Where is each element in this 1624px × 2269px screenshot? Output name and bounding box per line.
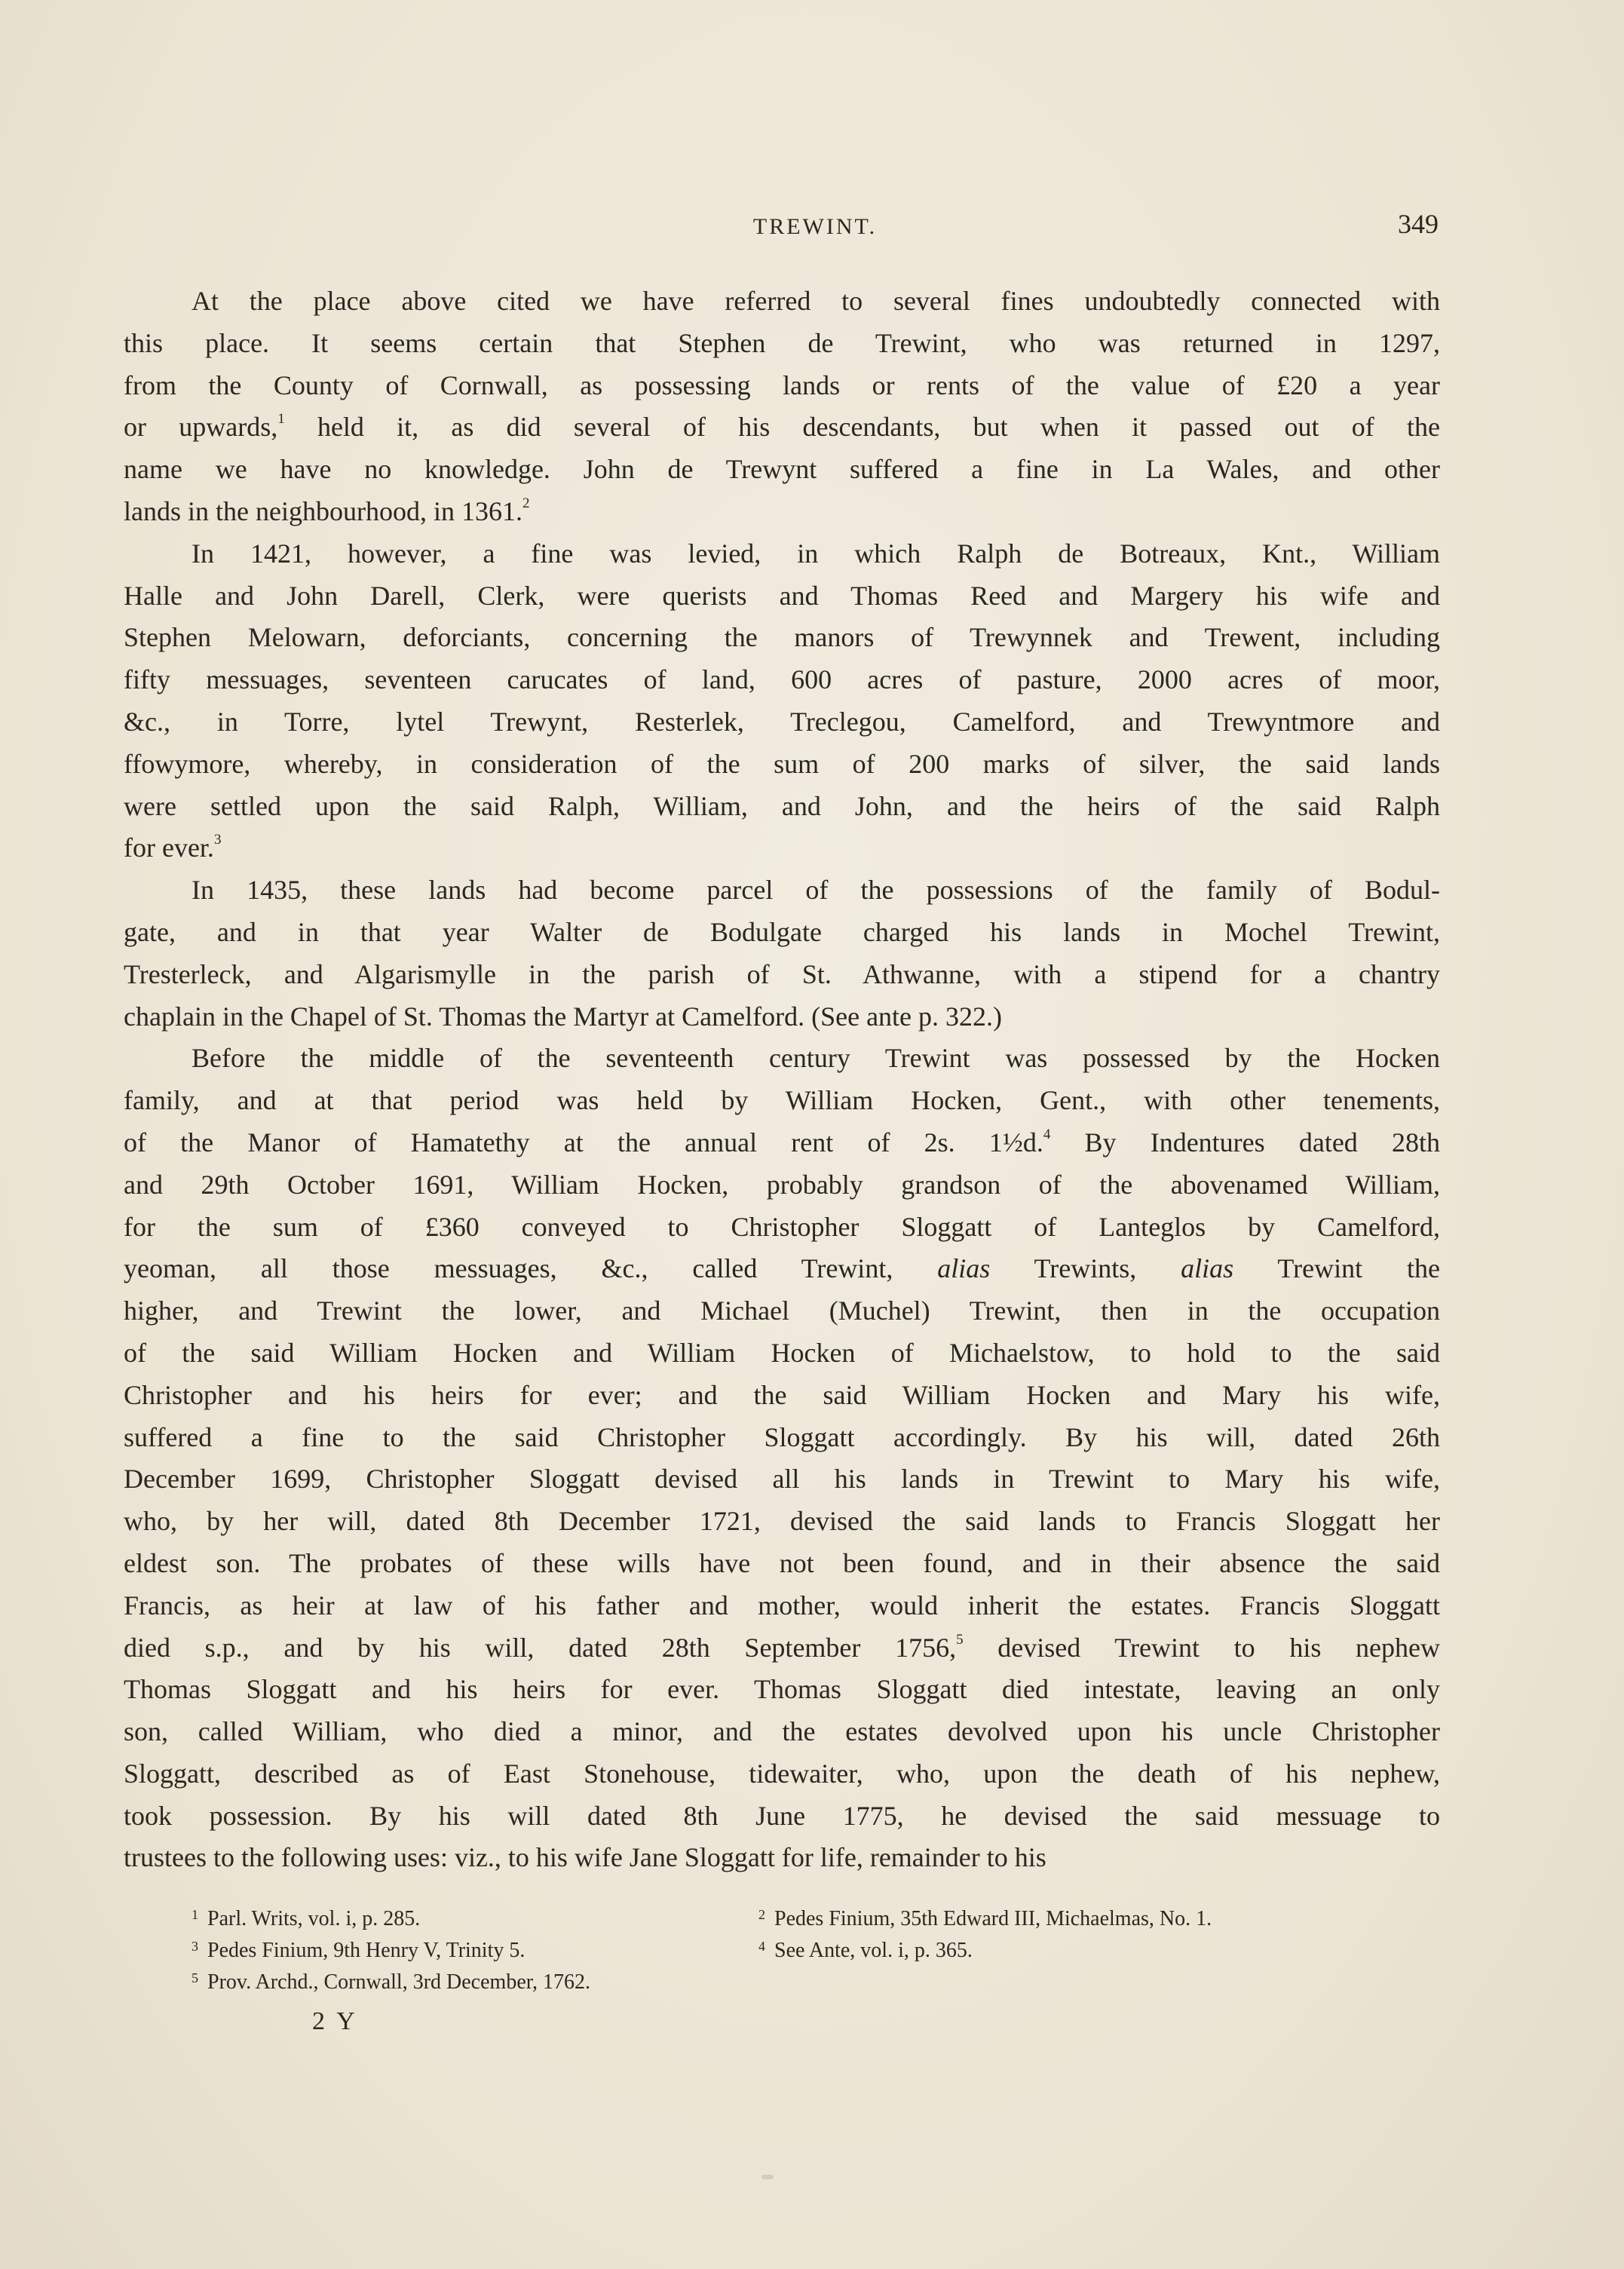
text-line <box>124 1122 1440 1164</box>
text-line <box>124 827 1440 869</box>
footnote-text: Parl. Writs, vol. i, p. 285. <box>207 1907 421 1930</box>
text-line: In 1421, however, a fine was levied, in which Ralph de Botreaux, Knt., William <box>192 538 1440 569</box>
text-line: ffowymore, whereby, in consideration of the sum of 200 marks of silver, the said lands <box>124 748 1440 779</box>
text-line: for the sum of £360 conveyed to Christopher Sloggatt of Lanteglos by Camelford, <box>124 1211 1440 1242</box>
footnote-number: 3 <box>192 1939 198 1954</box>
footnote-row <box>192 1935 1443 1967</box>
footnote-text: Prov. Archd., Cornwall, 3rd December, 1762. <box>207 1970 590 1994</box>
text-line: higher, and Trewint the lower, and Michael (Muchel) Trewint, then in the occupation <box>124 1295 1440 1326</box>
footnotes <box>192 1903 1443 1998</box>
text-line <box>124 1627 1440 1670</box>
footnote-text: Pedes Finium, 35th Edward III, Michaelmas, No. 1. <box>774 1907 1212 1930</box>
text-run: By Indentures dated 28th <box>1050 1127 1440 1157</box>
footnote-4 <box>758 1935 973 1968</box>
paragraph <box>124 1038 1440 1879</box>
body-text <box>124 281 1440 1879</box>
text-line: Sloggatt, described as of East Stonehouse, tidewaiter, who, upon the death of his nephew, <box>124 1758 1440 1789</box>
text-line: chaplain in the Chapel of St. Thomas the Martyr at Camelford. (See ante p. 322.) <box>124 1001 1003 1032</box>
text-line: Stephen Melowarn, deforciants, concerning the manors of Trewynnek and Trewent, including <box>124 622 1440 653</box>
text-run: died s.p., and by his will, dated 28th September 1756, <box>124 1632 957 1663</box>
text-line: At the place above cited we have referred to several fines undoubtedly connected with <box>192 286 1440 316</box>
text-line: family, and at that period was held by William Hocken, Gent., with other tenements, <box>124 1085 1440 1116</box>
text-run: or upwards, <box>124 412 278 443</box>
italic-term: alias <box>1181 1253 1234 1284</box>
text-line <box>124 406 1440 449</box>
footnote-number: 4 <box>758 1939 765 1954</box>
footnote-number: 5 <box>192 1970 198 1985</box>
text-run: held it, as did several of his descendants, but when it passed out of the <box>284 412 1440 443</box>
footnote-text: Pedes Finium, 9th Henry V, Trinity 5. <box>207 1939 526 1962</box>
text-line: Tresterleck, and Algarismylle in the parish of St. Athwanne, with a stipend for a chantry <box>124 958 1440 989</box>
footnote-marker: 2 <box>522 495 530 511</box>
text-line: of the said William Hocken and William Hocken of Michaelstow, to hold to the said <box>124 1337 1440 1368</box>
paragraph <box>124 533 1440 869</box>
page-number: 349 <box>1398 209 1439 239</box>
text-run: devised Trewint to his nephew <box>963 1632 1440 1663</box>
text-line: gate, and in that year Walter de Bodulgate charged his lands in Mochel Trewint, <box>124 916 1440 947</box>
signature-mark: 2 Y <box>312 2007 358 2035</box>
footnote-2 <box>758 1903 1212 1936</box>
footnote-5 <box>192 1967 590 2000</box>
text-line: December 1699, Christopher Sloggatt devised all his lands in Trewint to Mary his wife, <box>124 1464 1440 1495</box>
footnote-number: 2 <box>758 1907 765 1922</box>
footnote-text: See Ante, vol. i, p. 365. <box>774 1939 973 1962</box>
text-line: fifty messuages, seventeen carucates of land, 600 acres of pasture, 2000 acres of moor, <box>124 664 1440 695</box>
text-line: Before the middle of the seventeenth century Trewint was possessed by the Hocken <box>192 1043 1440 1074</box>
running-head <box>192 208 1439 246</box>
footnote-marker: 1 <box>277 411 285 428</box>
text-line: were settled upon the said Ralph, William, and John, and the heirs of the said Ralph <box>124 790 1440 821</box>
text-run: of the Manor of Hamatethy at the annual rent of 2s. 1½d. <box>124 1127 1043 1157</box>
text-line: &c., in Torre, lytel Trewynt, Resterlek, Treclegou, Camelford, and Trewyntmore and <box>124 706 1440 737</box>
footnote-number: 1 <box>192 1907 198 1922</box>
text-line: and 29th October 1691, William Hocken, probably grandson of the abovenamed William, <box>124 1169 1440 1200</box>
paragraph <box>124 869 1440 1038</box>
text-line: yeoman, all those messuages, &c., called Trewint, alias Trewints, alias Trewint the <box>124 1253 1440 1284</box>
text-line <box>124 491 1440 533</box>
footnote-1 <box>192 1903 420 1936</box>
text-line: son, called William, who died a minor, and the estates devolved upon his uncle Christopher <box>124 1716 1440 1747</box>
footnote-3 <box>192 1935 525 1968</box>
text-line: Halle and John Darell, Clerk, were querists and Thomas Reed and Margery his wife and <box>124 580 1440 611</box>
text-line: Christopher and his heirs for ever; and the said William Hocken and Mary his wife, <box>124 1379 1440 1410</box>
text-line: who, by her will, dated 8th December 1721, devised the said lands to Francis Sloggatt her <box>124 1506 1440 1537</box>
text-line: took possession. By his will dated 8th June 1775, he devised the said messuage to <box>124 1800 1440 1831</box>
text-line: In 1435, these lands had become parcel of the possessions of the family of Bodul- <box>192 875 1440 906</box>
text-run: for ever. <box>124 832 214 863</box>
paragraph <box>124 281 1440 533</box>
italic-term: alias <box>937 1253 991 1284</box>
text-line: suffered a fine to the said Christopher Sloggatt accordingly. By his will, dated 26th <box>124 1421 1440 1452</box>
running-head-title: TREWINT. <box>752 214 878 239</box>
text-line: Francis, as heir at law of his father and mother, would inherit the estates. Francis Sloggatt <box>124 1590 1440 1620</box>
text-line: name we have no knowledge. John de Trewynt suffered a fine in La Wales, and other <box>124 454 1440 485</box>
paper-speck <box>761 2175 774 2179</box>
footnote-marker: 3 <box>213 832 222 848</box>
text-line: from the County of Cornwall, as possessing lands or rents of the value of £20 a year <box>124 369 1440 400</box>
text-line: this place. It seems certain that Stephen de Trewint, who was returned in 1297, <box>124 327 1440 358</box>
text-line: eldest son. The probates of these wills have not been found, and in their absence the said <box>124 1547 1440 1578</box>
text-line: trustees to the following uses: viz., to his wife Jane Sloggatt for life, remainder to his <box>124 1842 1046 1873</box>
footnote-marker: 5 <box>956 1631 964 1648</box>
text-run: lands in the neighbourhood, in 1361. <box>124 495 522 526</box>
footnote-marker: 4 <box>1043 1126 1051 1142</box>
text-line: Thomas Sloggatt and his heirs for ever. Thomas Sloggatt died intestate, leaving an only <box>124 1674 1440 1705</box>
footnote-row <box>192 1967 1443 1998</box>
footnote-row <box>192 1903 1443 1935</box>
